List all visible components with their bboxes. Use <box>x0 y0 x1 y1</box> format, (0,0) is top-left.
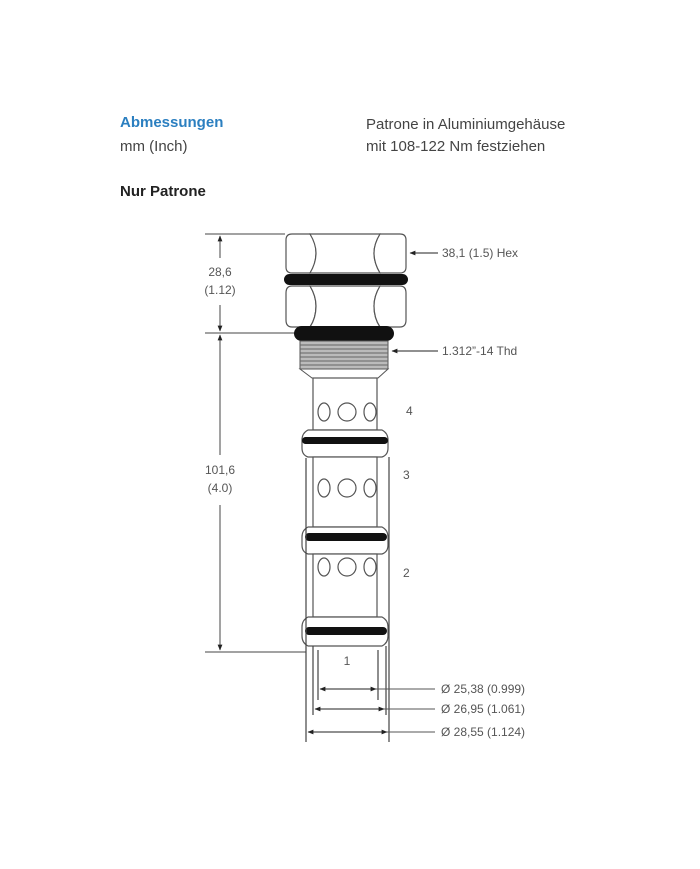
oring-port3-icon <box>305 533 387 541</box>
port-label-2: 2 <box>403 566 410 580</box>
diameter-dimensions <box>308 689 435 732</box>
diameter-label-2: Ø 26,95 (1.061) <box>441 702 526 716</box>
diameter-label-1: Ø 25,38 (0.999) <box>441 682 526 696</box>
oring-port2-icon <box>305 627 387 635</box>
oring-port4-icon <box>302 437 388 444</box>
port-label-3: 3 <box>403 468 410 482</box>
hex-size-label: 38,1 (1.5) Hex <box>442 246 519 260</box>
thread-oring-icon <box>294 326 394 341</box>
section-title: Abmessungen <box>120 114 224 131</box>
hex-oring-icon <box>284 274 408 285</box>
port-label-1: 1 <box>343 654 351 668</box>
hex-height-mm: 28,6 <box>208 265 232 279</box>
torque-note-line-2: mit 108-122 Nm festziehen <box>366 138 546 155</box>
subsection-title: Nur Patrone <box>120 183 206 200</box>
thread-label: 1.312”-14 Thd <box>442 344 518 358</box>
body-length-in: (4.0) <box>207 481 233 495</box>
diameter-label-3: Ø 28,55 (1.124) <box>441 725 526 739</box>
torque-note-line-1: Patrone in Aluminiumgehäuse <box>366 116 566 133</box>
body-length-mm: 101,6 <box>204 463 236 477</box>
hex-height-in: (1.12) <box>204 283 236 297</box>
port-label-4: 4 <box>406 404 413 418</box>
units-label: mm (Inch) <box>120 138 188 155</box>
thread-section <box>300 341 388 378</box>
